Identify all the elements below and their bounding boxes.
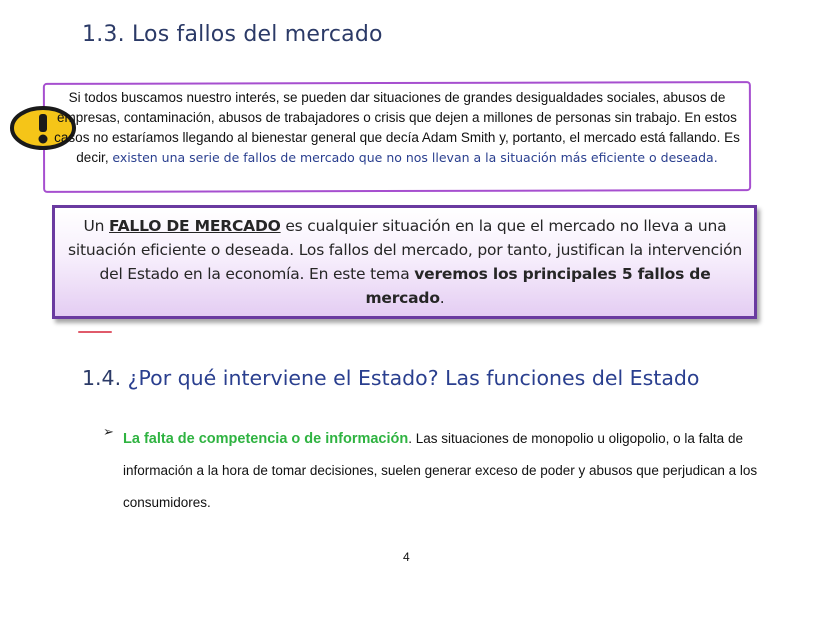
section-title: ¿Por qué interviene el Estado? Las funciones del Estado — [127, 366, 700, 390]
section-number: 1.4. — [82, 366, 122, 390]
section-heading-1-4 — [82, 366, 699, 390]
callout-plain-text: Si todos buscamos nuestro interés, se pueden dar situaciones de grandes desigualdades sociales, abusos de empresas, contaminación, abusos de trabajadores o crisis que dejen a millones de personas sin trabajo. En estos casos no estaríamos llegando al bienestar general que decía Adam Smith y, portanto, el mercado está fallando. Es decir, — [54, 90, 740, 165]
bullet-lead: La falta de competencia o de información — [123, 431, 409, 447]
bullet-text: . Las situaciones de monopolio u oligopolio, o la falta de información a la hora de tomar decisiones, suelen generar exceso de poder y abusos que perjudican a los consumidores. — [123, 431, 758, 510]
bullet-paragraph — [123, 423, 773, 519]
definition-body: es cualquier situación en la que el mercado no lleva a una situación eficiente o deseada. Los fallos del mercado, por tanto, justifican la intervención del Estado en la economía. En este tema — [67, 217, 742, 283]
definition-period: . — [439, 289, 445, 307]
definition-bold-end: veremos los principales 5 fallos de mercado — [365, 265, 711, 307]
page-number: 4 — [403, 550, 410, 564]
section-heading-1-3: 1.3. Los fallos del mercado — [82, 22, 383, 47]
callout-highlight-text: existen una serie de fallos de mercado que no nos llevan a la situación más eficiente o deseada. — [112, 150, 718, 165]
definition-text — [60, 214, 750, 310]
callout-text — [52, 88, 742, 168]
arrow-bullet-icon: ➢ — [103, 424, 114, 439]
definition-prefix: Un — [83, 217, 105, 235]
definition-term: FALLO DE MERCADO — [109, 217, 281, 235]
red-underline-mark — [78, 331, 112, 333]
